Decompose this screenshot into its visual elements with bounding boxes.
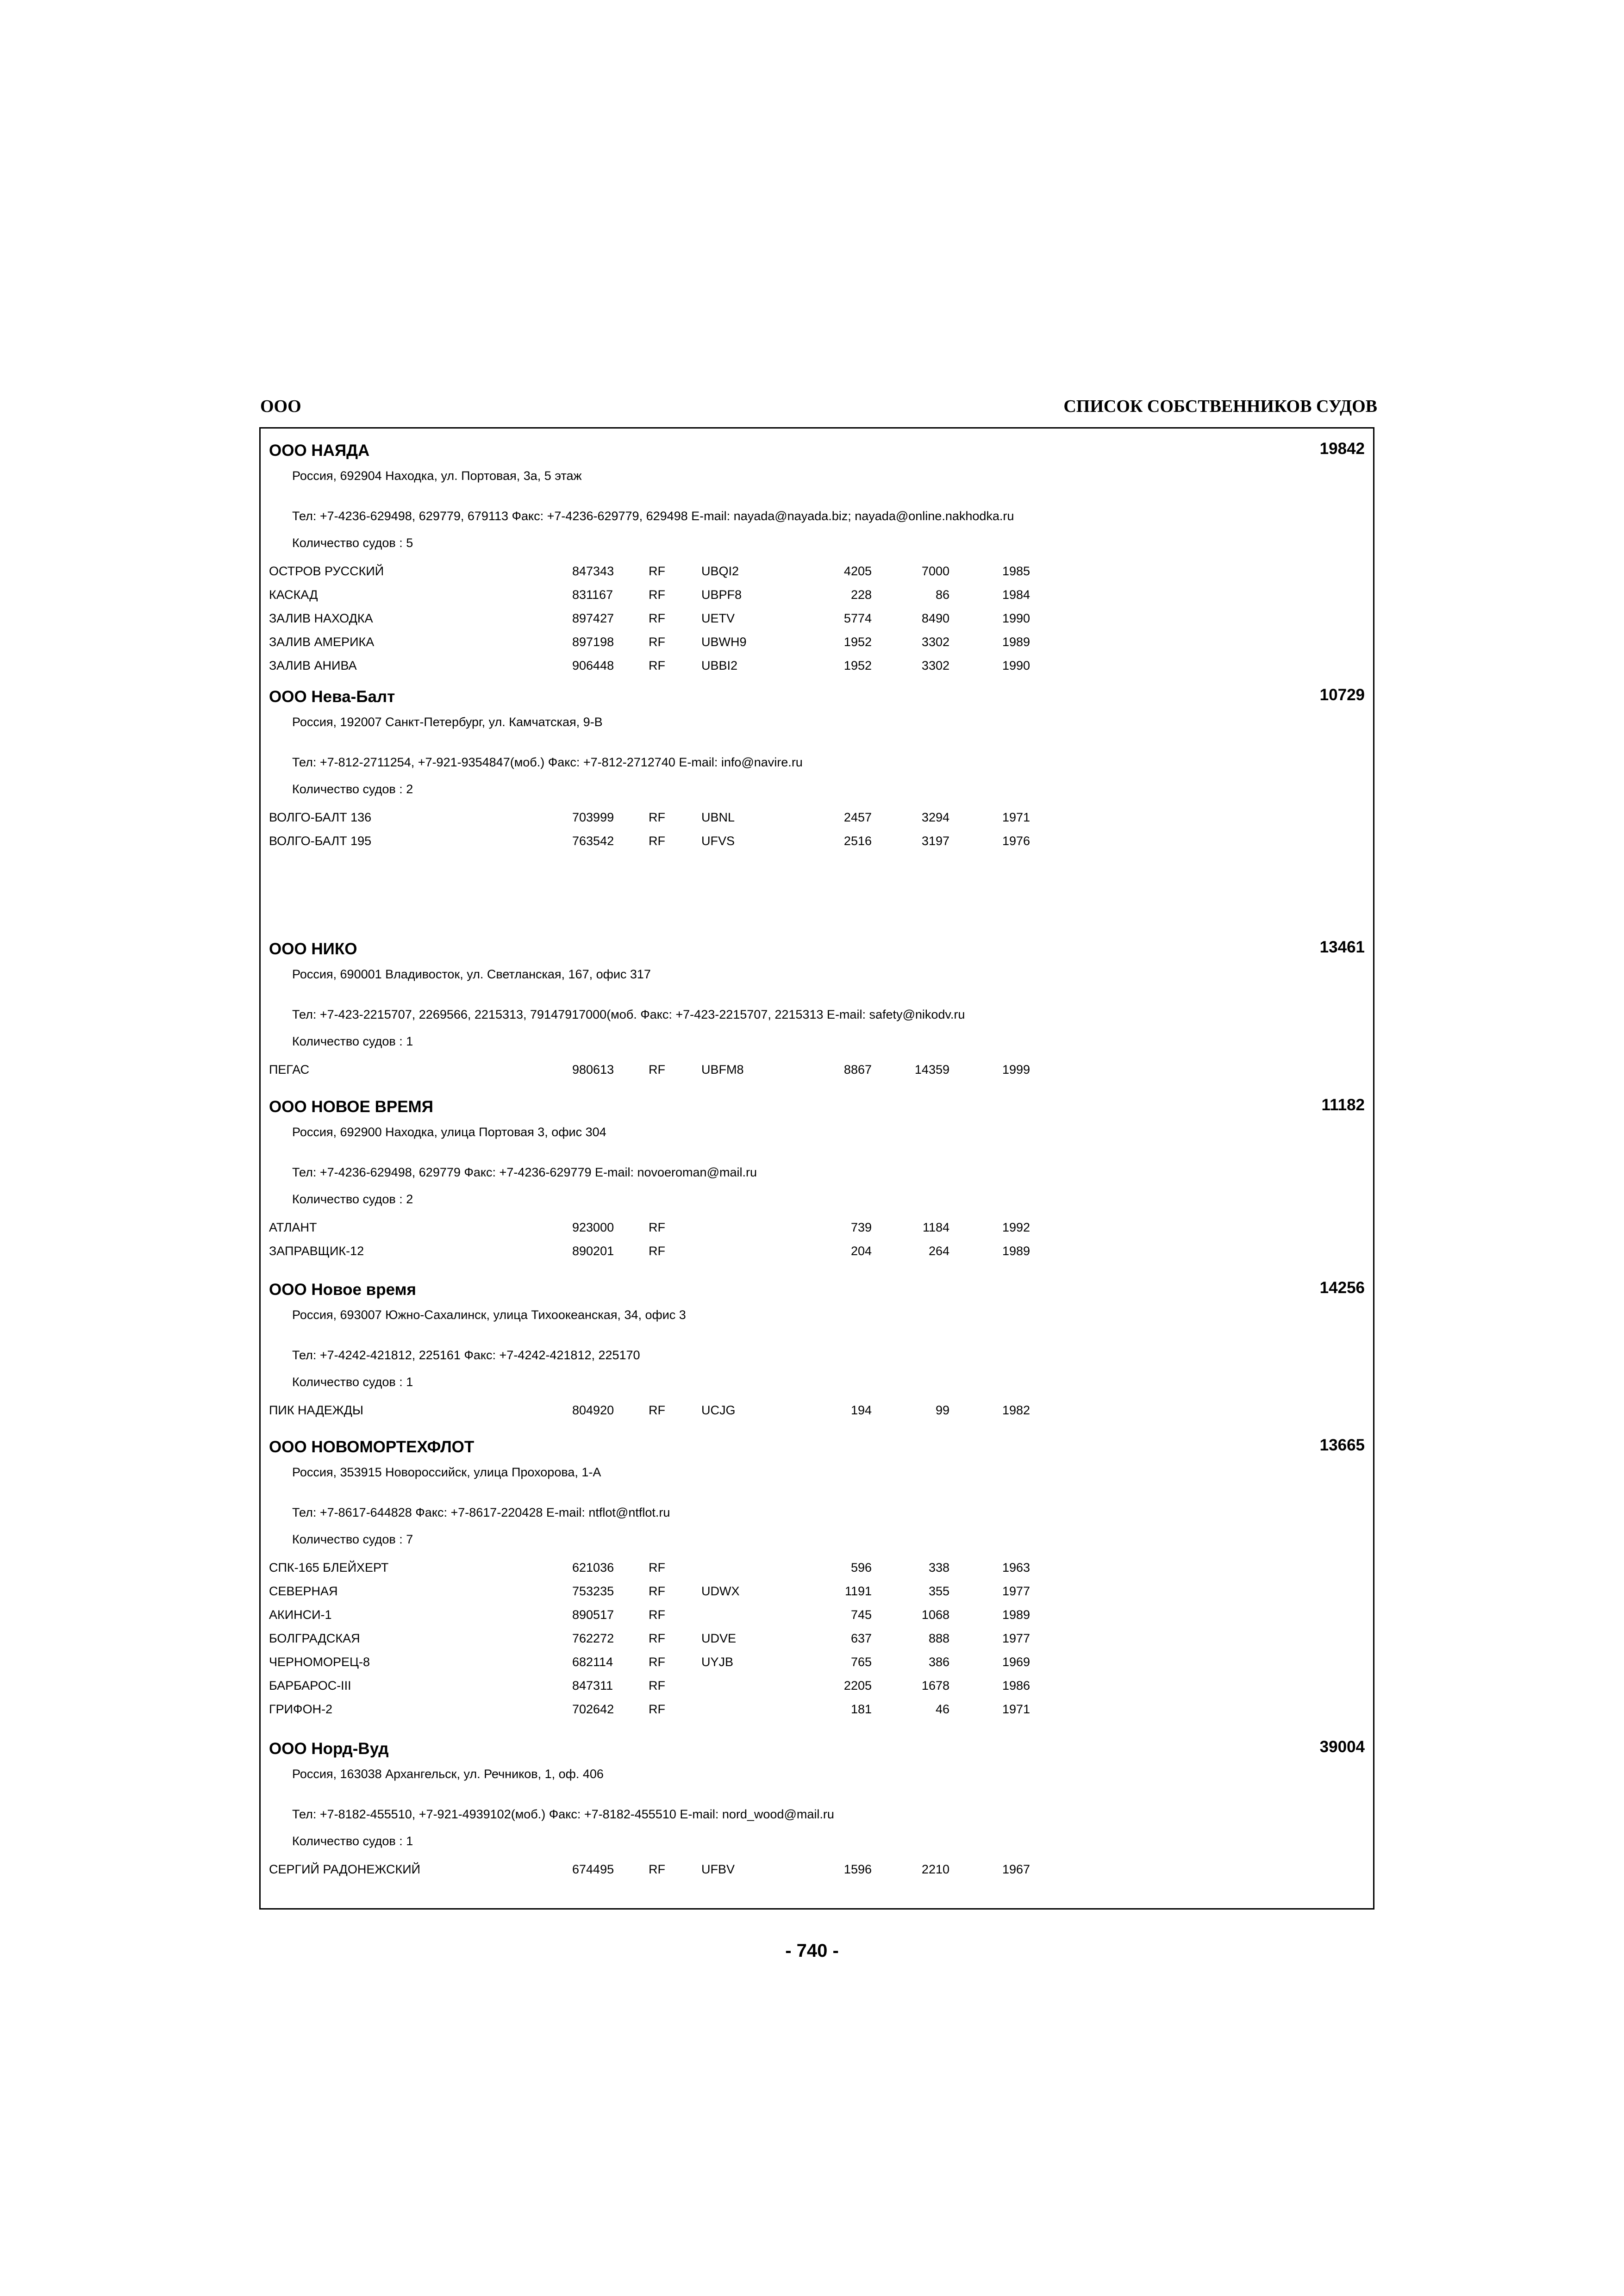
- vessel-number: 682114: [572, 1655, 613, 1669]
- vessel-deadweight: 1184: [922, 1220, 949, 1234]
- vessel-callsign: UBBI2: [701, 659, 738, 672]
- vessel-callsign: UCJG: [701, 1403, 736, 1417]
- vessel-year: 1986: [1002, 1679, 1031, 1692]
- vessel-row: [261, 1698, 1373, 1721]
- vessel-callsign: UFVS: [701, 834, 735, 848]
- vessel-callsign: UBWH9: [701, 635, 747, 649]
- vessel-deadweight: 3302: [921, 659, 949, 672]
- vessel-number: 703999: [572, 810, 614, 824]
- vessel-gross-tonnage: 2457: [843, 810, 872, 824]
- vessel-row: [261, 560, 1373, 583]
- vessel-year: 1977: [1002, 1584, 1031, 1598]
- company-contacts: Тел: +7-423-2215707, 2269566, 2215313, 79147917000(моб. Факс: +7-423-2215707, 2215313 E-mail: safety@nikodv.ru: [292, 1008, 965, 1021]
- vessel-flag: RF: [649, 1561, 665, 1574]
- vessel-name: ГРИФОН-2: [269, 1702, 333, 1716]
- vessel-callsign: UBNL: [701, 810, 735, 824]
- vessel-name: АКИНСИ-1: [269, 1608, 332, 1622]
- vessel-gross-tonnage: 1191: [844, 1584, 872, 1598]
- vessel-year: 1989: [1002, 1244, 1031, 1258]
- vessel-number: 897198: [572, 635, 614, 649]
- company-name: ООО НИКО: [269, 940, 357, 958]
- vessel-number: 847343: [572, 564, 614, 578]
- vessel-gross-tonnage: 8867: [843, 1063, 872, 1076]
- vessel-number: 621036: [572, 1561, 614, 1574]
- vessel-gross-tonnage: 228: [850, 588, 872, 602]
- vessel-gross-tonnage: 181: [850, 1702, 872, 1716]
- vessel-year: 1989: [1002, 635, 1031, 649]
- company-name: ООО Нева-Балт: [269, 688, 395, 706]
- company-entry: [261, 429, 1373, 675]
- vessel-name: ВОЛГО-БАЛТ 195: [269, 834, 372, 848]
- vessel-flag: RF: [649, 1679, 665, 1692]
- vessel-year: 1992: [1002, 1220, 1031, 1234]
- vessel-year: 1971: [1002, 810, 1031, 824]
- company-id: 19842: [1319, 440, 1365, 458]
- vessel-row: [261, 630, 1373, 654]
- vessel-name: СЕВЕРНАЯ: [269, 1584, 338, 1598]
- vessel-count: Количество судов : 1: [292, 1834, 413, 1848]
- company-name: ООО Новое время: [269, 1281, 416, 1299]
- vessel-number: 890201: [572, 1244, 614, 1258]
- vessel-deadweight: 3302: [921, 635, 949, 649]
- company-id: 13665: [1319, 1436, 1365, 1454]
- vessel-list: [261, 1858, 1373, 1881]
- vessel-deadweight: 264: [928, 1244, 949, 1258]
- vessel-deadweight: 3294: [921, 810, 949, 824]
- vessel-row: [261, 1650, 1373, 1674]
- vessel-number: 804920: [572, 1403, 614, 1417]
- vessel-name: БАРБАРОС-III: [269, 1679, 351, 1692]
- vessel-number: 897427: [572, 611, 614, 625]
- vessel-flag: RF: [649, 611, 665, 625]
- vessel-deadweight: 386: [928, 1655, 949, 1669]
- vessel-number: 763542: [572, 834, 614, 848]
- vessel-flag: RF: [649, 1862, 665, 1876]
- vessel-deadweight: 338: [928, 1561, 949, 1574]
- vessel-flag: RF: [649, 1244, 665, 1258]
- vessel-list: [261, 1399, 1373, 1422]
- running-head-left: ООО: [260, 397, 301, 416]
- vessel-year: 1984: [1002, 588, 1031, 602]
- company-id: 11182: [1321, 1096, 1365, 1114]
- vessel-number: 847311: [572, 1679, 613, 1692]
- company-contacts: Тел: +7-4236-629498, 629779, 679113 Факс: +7-4236-629779, 629498 E-mail: nayada@nayada.biz; nayada@online.nakhodka.ru: [292, 509, 1014, 523]
- vessel-year: 1985: [1002, 564, 1031, 578]
- vessel-row: [261, 1058, 1373, 1082]
- vessel-callsign: UBFM8: [701, 1063, 744, 1076]
- company-address: Россия, 693007 Южно-Сахалинск, улица Тихоокеанская, 34, офис 3: [292, 1308, 686, 1322]
- company-id: 39004: [1319, 1738, 1365, 1756]
- vessel-deadweight: 1068: [921, 1608, 949, 1622]
- vessel-gross-tonnage: 596: [850, 1561, 872, 1574]
- company-id: 10729: [1319, 686, 1365, 704]
- vessel-row: [261, 583, 1373, 607]
- vessel-number: 762272: [572, 1631, 614, 1645]
- vessel-row: [261, 1858, 1373, 1881]
- company-address: Россия, 163038 Архангельск, ул. Речников, 1, оф. 406: [292, 1767, 604, 1781]
- vessel-year: 1989: [1002, 1608, 1031, 1622]
- vessel-row: [261, 1580, 1373, 1603]
- vessel-flag: RF: [649, 1584, 665, 1598]
- vessel-gross-tonnage: 2516: [843, 834, 872, 848]
- company-entry: [261, 675, 1373, 921]
- vessel-row: [261, 1216, 1373, 1239]
- vessel-flag: RF: [649, 1631, 665, 1645]
- vessel-gross-tonnage: 1952: [843, 635, 872, 649]
- vessel-callsign: UDWX: [701, 1584, 740, 1598]
- vessel-number: 674495: [572, 1862, 614, 1876]
- vessel-year: 1969: [1002, 1655, 1031, 1669]
- vessel-name: ОСТРОВ РУССКИЙ: [269, 564, 384, 578]
- vessel-number: 906448: [572, 659, 614, 672]
- vessel-gross-tonnage: 637: [850, 1631, 872, 1645]
- vessel-count: Количество судов : 1: [292, 1034, 413, 1048]
- vessel-deadweight: 888: [928, 1631, 949, 1645]
- company-contacts: Тел: +7-4236-629498, 629779 Факс: +7-4236-629779 E-mail: novoeroman@mail.ru: [292, 1165, 757, 1179]
- vessel-callsign: UDVE: [701, 1631, 737, 1645]
- vessel-number: 753235: [572, 1584, 614, 1598]
- vessel-row: [261, 1399, 1373, 1422]
- vessel-year: 1990: [1002, 659, 1031, 672]
- company-id: 14256: [1319, 1279, 1365, 1297]
- vessel-gross-tonnage: 5774: [843, 611, 872, 625]
- vessel-flag: RF: [649, 1702, 665, 1716]
- vessel-count: Количество судов : 2: [292, 782, 413, 796]
- running-head-right: СПИСОК СОБСТВЕННИКОВ СУДОВ: [1063, 397, 1377, 416]
- company-contacts: Тел: +7-8182-455510, +7-921-4939102(моб.) Факс: +7-8182-455510 E-mail: nord_wood@mail.ru: [292, 1807, 834, 1821]
- vessel-year: 1971: [1002, 1702, 1031, 1716]
- vessel-name: КАСКАД: [269, 588, 318, 602]
- vessel-name: ЗАЛИВ НАХОДКА: [269, 611, 373, 625]
- vessel-name: СПК-165 БЛЕЙХЕРТ: [269, 1561, 389, 1574]
- company-name: ООО Норд-Вуд: [269, 1740, 389, 1758]
- company-address: Россия, 690001 Владивосток, ул. Светланская, 167, офис 317: [292, 967, 651, 981]
- vessel-count: Количество судов : 5: [292, 536, 413, 550]
- vessel-number: 923000: [572, 1220, 614, 1234]
- company-name: ООО НАЯДА: [269, 442, 370, 460]
- company-name: ООО НОВОМОРТЕХФЛОТ: [269, 1438, 475, 1456]
- company-entry: [261, 1425, 1373, 1716]
- vessel-list: [261, 806, 1373, 853]
- vessel-flag: RF: [649, 1608, 665, 1622]
- vessel-year: 1967: [1002, 1862, 1031, 1876]
- vessel-deadweight: 1678: [921, 1679, 949, 1692]
- vessel-count: Количество судов : 7: [292, 1532, 413, 1546]
- vessel-callsign: UFBV: [701, 1862, 735, 1876]
- vessel-flag: RF: [649, 635, 665, 649]
- vessel-year: 1977: [1002, 1631, 1031, 1645]
- vessel-name: СЕРГИЙ РАДОНЕЖСКИЙ: [269, 1862, 421, 1876]
- vessel-list: [261, 1556, 1373, 1721]
- vessel-name: ПИК НАДЕЖДЫ: [269, 1403, 363, 1417]
- vessel-gross-tonnage: 765: [850, 1655, 872, 1669]
- vessel-number: 831167: [572, 588, 613, 602]
- vessel-deadweight: 355: [928, 1584, 949, 1598]
- vessel-name: ЗАПРАВЩИК-12: [269, 1244, 364, 1258]
- vessel-list: [261, 1216, 1373, 1263]
- vessel-row: [261, 654, 1373, 678]
- vessel-flag: RF: [649, 1655, 665, 1669]
- vessel-row: [261, 1603, 1373, 1627]
- vessel-year: 1982: [1002, 1403, 1031, 1417]
- vessel-callsign: UETV: [701, 611, 735, 625]
- vessel-row: [261, 829, 1373, 853]
- vessel-name: ВОЛГО-БАЛТ 136: [269, 810, 372, 824]
- vessel-flag: RF: [649, 1063, 665, 1076]
- vessel-callsign: UBQI2: [701, 564, 739, 578]
- vessel-row: [261, 806, 1373, 829]
- vessel-gross-tonnage: 4205: [843, 564, 872, 578]
- vessel-count: Количество судов : 2: [292, 1192, 413, 1206]
- vessel-flag: RF: [649, 1403, 665, 1417]
- vessel-flag: RF: [649, 659, 665, 672]
- vessel-row: [261, 1239, 1373, 1263]
- vessel-gross-tonnage: 194: [850, 1403, 872, 1417]
- vessel-gross-tonnage: 1596: [843, 1862, 872, 1876]
- vessel-gross-tonnage: 2205: [843, 1679, 872, 1692]
- vessel-year: 1963: [1002, 1561, 1031, 1574]
- vessel-list: [261, 560, 1373, 678]
- company-address: Россия, 353915 Новороссийск, улица Прохорова, 1-А: [292, 1465, 601, 1479]
- vessel-deadweight: 3197: [921, 834, 949, 848]
- page-number: - 740 -: [785, 1941, 839, 1961]
- vessel-deadweight: 14359: [914, 1063, 949, 1076]
- vessel-gross-tonnage: 739: [850, 1220, 872, 1234]
- vessel-name: ЗАЛИВ АНИВА: [269, 659, 357, 672]
- vessel-gross-tonnage: 204: [850, 1244, 872, 1258]
- vessel-row: [261, 1627, 1373, 1650]
- vessel-deadweight: 8490: [921, 611, 949, 625]
- vessel-row: [261, 1674, 1373, 1698]
- company-contacts: Тел: +7-812-2711254, +7-921-9354847(моб.) Факс: +7-812-2712740 E-mail: info@navire.ru: [292, 755, 803, 769]
- company-address: Россия, 692900 Находка, улица Портовая 3, офис 304: [292, 1125, 606, 1139]
- company-id: 13461: [1319, 938, 1365, 956]
- vessel-name: ЧЕРНОМОРЕЦ-8: [269, 1655, 370, 1669]
- vessel-flag: RF: [649, 588, 665, 602]
- vessel-list: [261, 1058, 1373, 1082]
- company-contacts: Тел: +7-8617-644828 Факс: +7-8617-220428 E-mail: ntflot@ntflot.ru: [292, 1506, 670, 1519]
- vessel-year: 1976: [1002, 834, 1031, 848]
- vessel-number: 980613: [572, 1063, 614, 1076]
- vessel-deadweight: 86: [935, 588, 949, 602]
- vessel-name: БОЛГРАДСКАЯ: [269, 1631, 360, 1645]
- company-contacts: Тел: +7-4242-421812, 225161 Факс: +7-4242-421812, 225170: [292, 1348, 640, 1362]
- company-address: Россия, 692904 Находка, ул. Портовая, 3а, 5 этаж: [292, 469, 582, 483]
- vessel-name: АТЛАНТ: [269, 1220, 317, 1234]
- vessel-flag: RF: [649, 1220, 665, 1234]
- vessel-number: 890517: [572, 1608, 614, 1622]
- vessel-year: 1990: [1002, 611, 1031, 625]
- vessel-gross-tonnage: 745: [850, 1608, 872, 1622]
- vessel-count: Количество судов : 1: [292, 1375, 413, 1389]
- company-entry: [261, 1727, 1373, 1973]
- vessel-deadweight: 7000: [921, 564, 949, 578]
- vessel-deadweight: 46: [935, 1702, 949, 1716]
- vessel-number: 702642: [572, 1702, 614, 1716]
- vessel-flag: RF: [649, 810, 665, 824]
- vessel-row: [261, 1556, 1373, 1580]
- vessel-flag: RF: [649, 564, 665, 578]
- vessel-callsign: UYJB: [701, 1655, 734, 1669]
- vessel-gross-tonnage: 1952: [843, 659, 872, 672]
- vessel-name: ПЕГАС: [269, 1063, 310, 1076]
- vessel-deadweight: 99: [935, 1403, 949, 1417]
- company-name: ООО НОВОЕ ВРЕМЯ: [269, 1098, 433, 1116]
- page-frame: [259, 427, 1374, 1910]
- vessel-deadweight: 2210: [921, 1862, 949, 1876]
- vessel-row: [261, 607, 1373, 630]
- vessel-callsign: UBPF8: [701, 588, 742, 602]
- vessel-name: ЗАЛИВ АМЕРИКА: [269, 635, 375, 649]
- vessel-flag: RF: [649, 834, 665, 848]
- company-address: Россия, 192007 Санкт-Петербург, ул. Камчатская, 9-В: [292, 715, 603, 729]
- vessel-year: 1999: [1002, 1063, 1031, 1076]
